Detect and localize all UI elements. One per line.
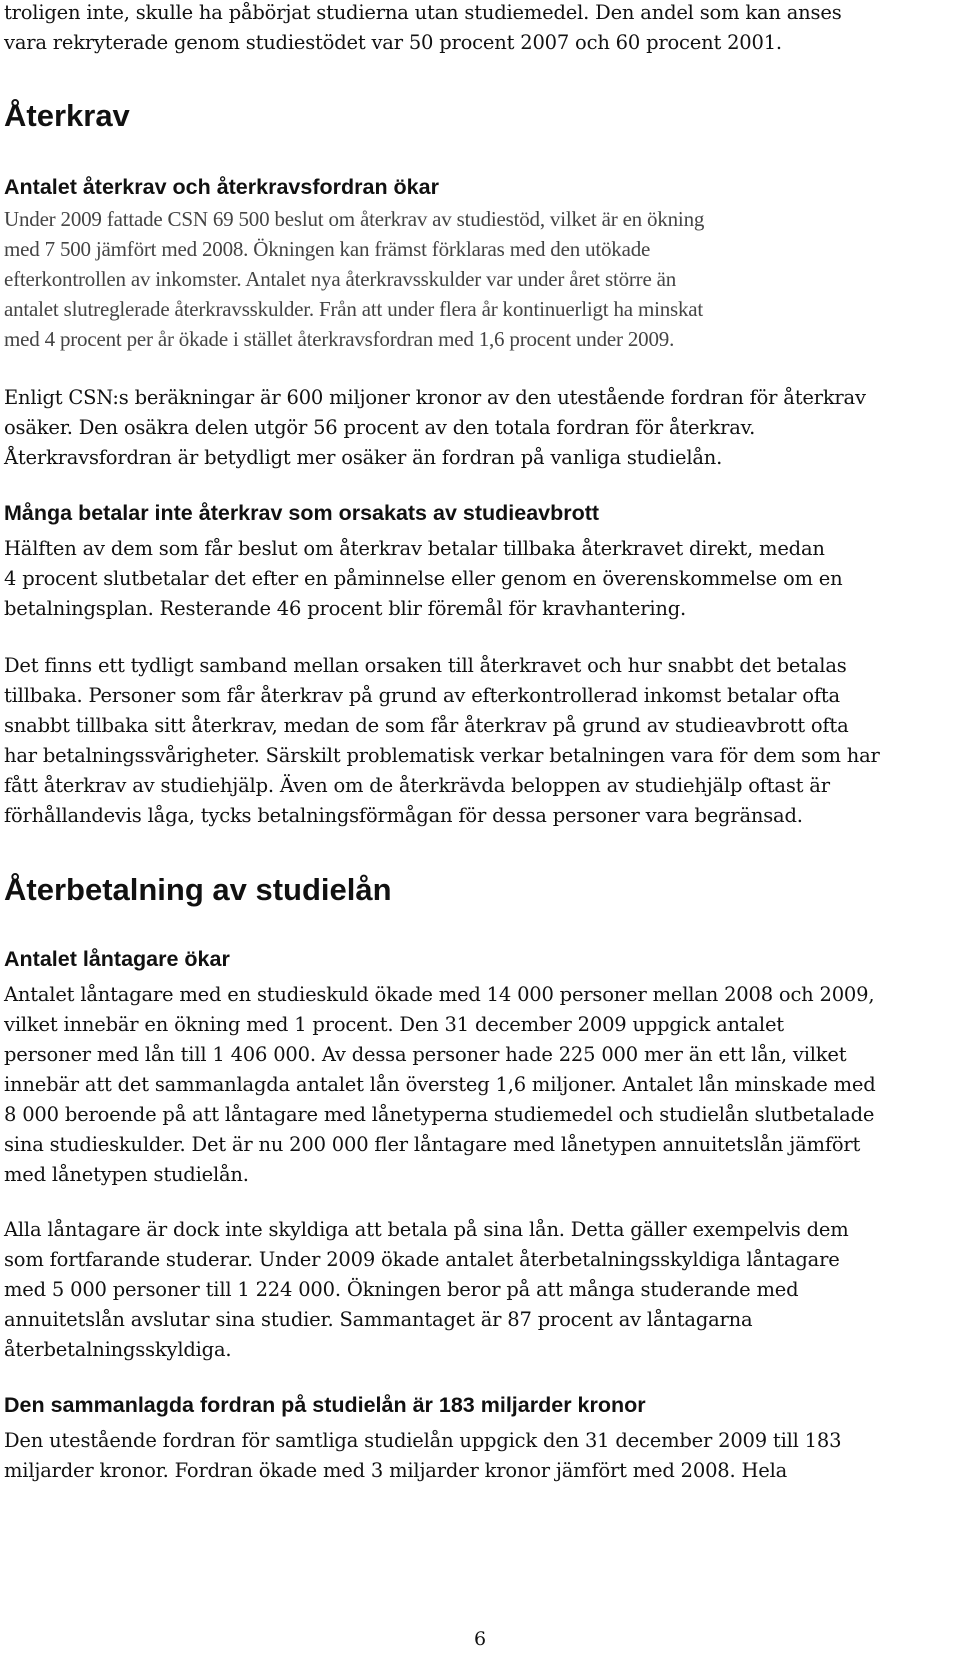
text-line: efterkontrollen av inkomster. Antalet nya återkravsskulder var under året större än xyxy=(4,267,677,291)
text-line: personer med lån till 1 406 000. Av dessa personer hade 225 000 mer än ett lån, vilket xyxy=(4,1043,847,1066)
text-line: 8 000 beroende på att låntagare med lånetyperna studiemedel och studielån slutbetalade xyxy=(4,1103,875,1126)
text-line: antalet slutreglerade återkravsskulder. Från att under flera år kontinuerligt ha minskat xyxy=(4,297,704,321)
intro-paragraph xyxy=(4,0,944,58)
subheading-antalet-aterkrav: Antalet återkrav och återkravsfordran ökar xyxy=(4,175,439,199)
text-line: med 5 000 personer till 1 224 000. Ökningen beror på att många studerande med xyxy=(4,1278,799,1301)
text-line: 4 procent slutbetalar det efter en påminnelse eller genom en överenskommelse om en xyxy=(4,567,843,590)
text-line: troligen inte, skulle ha påbörjat studierna utan studiemedel. Den andel som kan anses xyxy=(4,1,842,24)
paragraph-lantagare-1 xyxy=(4,980,944,1190)
text-line: fått återkrav av studiehjälp. Även om de återkrävda beloppen av studiehjälp oftast är xyxy=(4,774,830,797)
text-line: innebär att det sammanlagda antalet lån översteg 1,6 miljoner. Antalet lån minskade med xyxy=(4,1073,876,1096)
text-line: Alla låntagare är dock inte skyldiga att betala på sina lån. Detta gäller exempelvis dem xyxy=(4,1218,849,1241)
text-line: betalningsplan. Resterande 46 procent blir föremål för kravhantering. xyxy=(4,597,687,620)
text-line: Enligt CSN:s beräkningar är 600 miljoner kronor av den utestående fordran för återkrav xyxy=(4,386,866,409)
section-heading-aterbetalning: Återbetalning av studielån xyxy=(4,872,392,907)
text-line: annuitetslån avslutar sina studier. Sammantaget är 87 procent av låntagarna xyxy=(4,1308,753,1331)
text-line: Antalet låntagare med en studieskuld ökade med 14 000 personer mellan 2008 och 2009, xyxy=(4,983,875,1006)
paragraph-studieavbrott-1 xyxy=(4,534,944,624)
text-line: vilket innebär en ökning med 1 procent. Den 31 december 2009 uppgick antalet xyxy=(4,1013,784,1036)
paragraph-fordran-1 xyxy=(4,1426,944,1486)
paragraph-aterkrav-2 xyxy=(4,383,944,473)
text-line: vara rekryterade genom studiestödet var 50 procent 2007 och 60 procent 2001. xyxy=(4,31,782,54)
text-line: med 7 500 jämfört med 2008. Ökningen kan främst förklaras med den utökade xyxy=(4,237,651,261)
text-line: återbetalningsskyldiga. xyxy=(4,1338,232,1361)
subheading-antalet-lantagare: Antalet låntagare ökar xyxy=(4,947,230,971)
text-line: förhållandevis låga, tycks betalningsförmågan för dessa personer vara begränsad. xyxy=(4,804,803,827)
text-line: sina studieskulder. Det är nu 200 000 fler låntagare med lånetypen annuitetslån jämfört xyxy=(4,1133,861,1156)
paragraph-lantagare-2 xyxy=(4,1215,944,1365)
subheading-manga-betalar: Många betalar inte återkrav som orsakats av studieavbrott xyxy=(4,501,600,525)
text-line: Återkravsfordran är betydligt mer osäker än fordran på vanliga studielån. xyxy=(4,446,723,469)
text-line: osäker. Den osäkra delen utgör 56 procent av den totala fordran för återkrav. xyxy=(4,416,756,439)
text-line: Det finns ett tydligt samband mellan orsaken till återkravet och hur snabbt det betalas xyxy=(4,654,847,677)
text-line: Hälften av dem som får beslut om återkrav betalar tillbaka återkravet direkt, medan xyxy=(4,537,825,560)
paragraph-aterkrav-1 xyxy=(4,204,944,354)
text-line: miljarder kronor. Fordran ökade med 3 miljarder kronor jämfört med 2008. Hela xyxy=(4,1459,788,1482)
text-line: Under 2009 fattade CSN 69 500 beslut om återkrav av studiestöd, vilket är en ökning xyxy=(4,207,705,231)
text-line: som fortfarande studerar. Under 2009 ökade antalet återbetalningsskyldiga låntagare xyxy=(4,1248,840,1271)
text-line: Den utestående fordran för samtliga studielån uppgick den 31 december 2009 till 183 xyxy=(4,1429,842,1452)
page-number: 6 xyxy=(473,1628,487,1650)
section-heading-aterkrav: Återkrav xyxy=(4,98,130,133)
text-line: har betalningssvårigheter. Särskilt problematisk verkar betalningen vara för dem som har xyxy=(4,744,880,767)
text-line: tillbaka. Personer som får återkrav på grund av efterkontrollerad inkomst betalar ofta xyxy=(4,684,840,707)
subheading-sammanlagda-fordran: Den sammanlagda fordran på studielån är 183 miljarder kronor xyxy=(4,1393,646,1417)
paragraph-studieavbrott-2 xyxy=(4,651,944,831)
text-line: med lånetypen studielån. xyxy=(4,1163,249,1186)
text-line: med 4 procent per år ökade i stället återkravsfordran med 1,6 procent under 2009. xyxy=(4,327,675,351)
text-line: snabbt tillbaka sitt återkrav, medan de som får återkrav på grund av studieavbrott ofta xyxy=(4,714,849,737)
